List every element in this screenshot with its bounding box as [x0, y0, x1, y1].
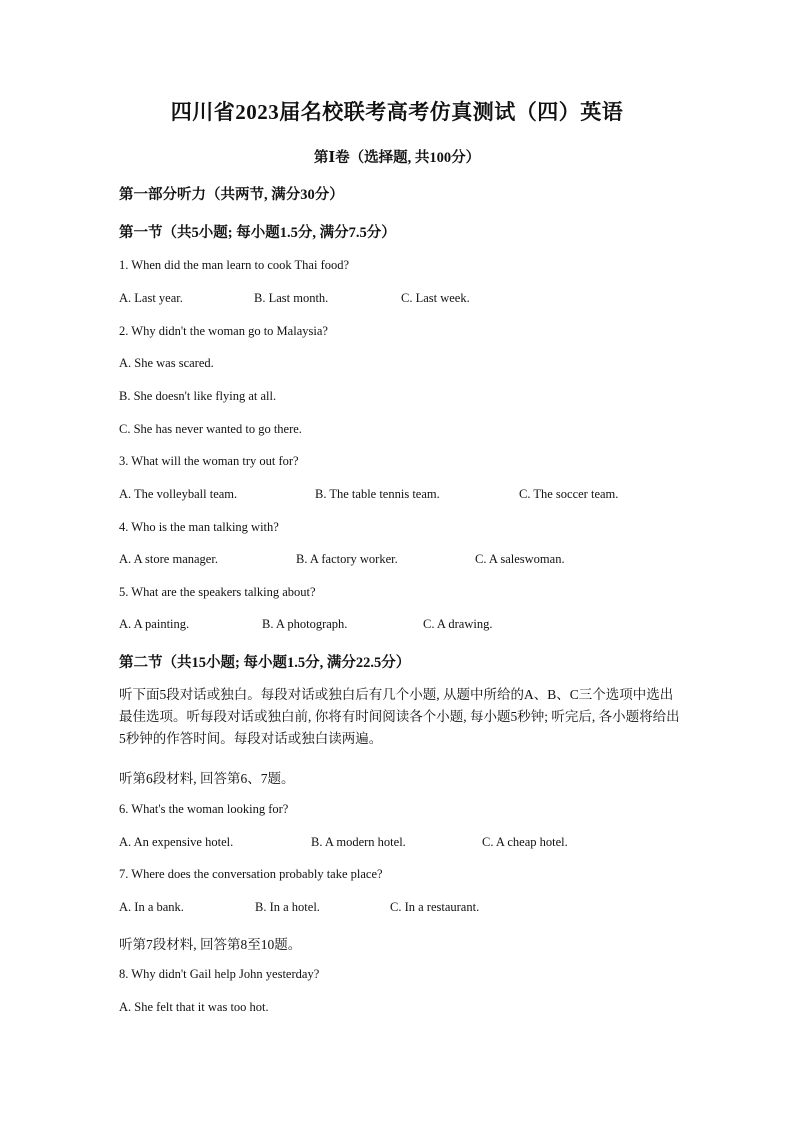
section2-instructions: 听下面5段对话或独白。每段对话或独白后有几个小题, 从题中所给的A、B、C三个选项中选出最佳选项。听每段对话或独白前, 你将有时间阅读各个小题, 每小题5秒钟; 听完后, 各小题将给出5秒钟的作答时间。每段对话或独白读两遍。: [119, 687, 680, 746]
option-b: B. Last month.: [254, 291, 329, 305]
option-a: A. An expensive hotel.: [119, 835, 234, 849]
question-3-options: [119, 487, 719, 505]
material-6-note: 听第6段材料, 回答第6、7题。: [119, 771, 295, 786]
question-2: 2. Why didn't the woman go to Malaysia?: [119, 324, 328, 338]
question-7-options: [119, 900, 719, 918]
question-5: 5. What are the speakers talking about?: [119, 585, 316, 599]
question-2-option-b: B. She doesn't like flying at all.: [119, 389, 277, 403]
option-c: C. Last week.: [401, 291, 470, 305]
option-a: A. Last year.: [119, 291, 183, 305]
question-3: 3. What will the woman try out for?: [119, 454, 299, 468]
question-1: 1. When did the man learn to cook Thai food?: [119, 258, 350, 272]
question-8: 8. Why didn't Gail help John yesterday?: [119, 967, 320, 981]
option-b: B. A modern hotel.: [311, 835, 406, 849]
exam-title: 四川省2023届名校联考高考仿真测试（四）英语: [170, 100, 624, 124]
question-2-option-a: A. She was scared.: [119, 356, 214, 370]
option-a: A. A painting.: [119, 617, 190, 631]
option-b: B. In a hotel.: [255, 900, 320, 914]
section2-heading: 第二节（共15小题; 每小题1.5分, 满分22.5分）: [119, 655, 411, 671]
part1-heading: 第一部分听力（共两节, 满分30分）: [119, 187, 344, 203]
question-5-options: [119, 617, 719, 635]
question-2-option-c: C. She has never wanted to go there.: [119, 422, 302, 436]
option-c: C. A drawing.: [423, 617, 493, 631]
option-a: A. In a bank.: [119, 900, 184, 914]
option-a: A. The volleyball team.: [119, 487, 238, 501]
question-6: 6. What's the woman looking for?: [119, 802, 289, 816]
option-b: B. A photograph.: [262, 617, 348, 631]
volume-heading: 第Ⅰ卷（选择题, 共100分）: [313, 150, 481, 166]
option-b: B. The table tennis team.: [315, 487, 440, 501]
material-7-note: 听第7段材料, 回答第8至10题。: [119, 937, 302, 952]
option-a: A. A store manager.: [119, 552, 218, 566]
question-4: 4. Who is the man talking with?: [119, 520, 279, 534]
question-1-options: [119, 291, 719, 309]
question-6-options: [119, 835, 719, 853]
option-c: C. In a restaurant.: [390, 900, 480, 914]
section1-heading: 第一节（共5小题; 每小题1.5分, 满分7.5分）: [119, 225, 396, 241]
option-c: C. A cheap hotel.: [482, 835, 568, 849]
question-4-options: [119, 552, 719, 570]
option-b: B. A factory worker.: [296, 552, 398, 566]
option-c: C. The soccer team.: [519, 487, 619, 501]
question-7: 7. Where does the conversation probably take place?: [119, 867, 383, 881]
option-c: C. A saleswoman.: [475, 552, 565, 566]
question-8-option-a: A. She felt that it was too hot.: [119, 1000, 269, 1014]
